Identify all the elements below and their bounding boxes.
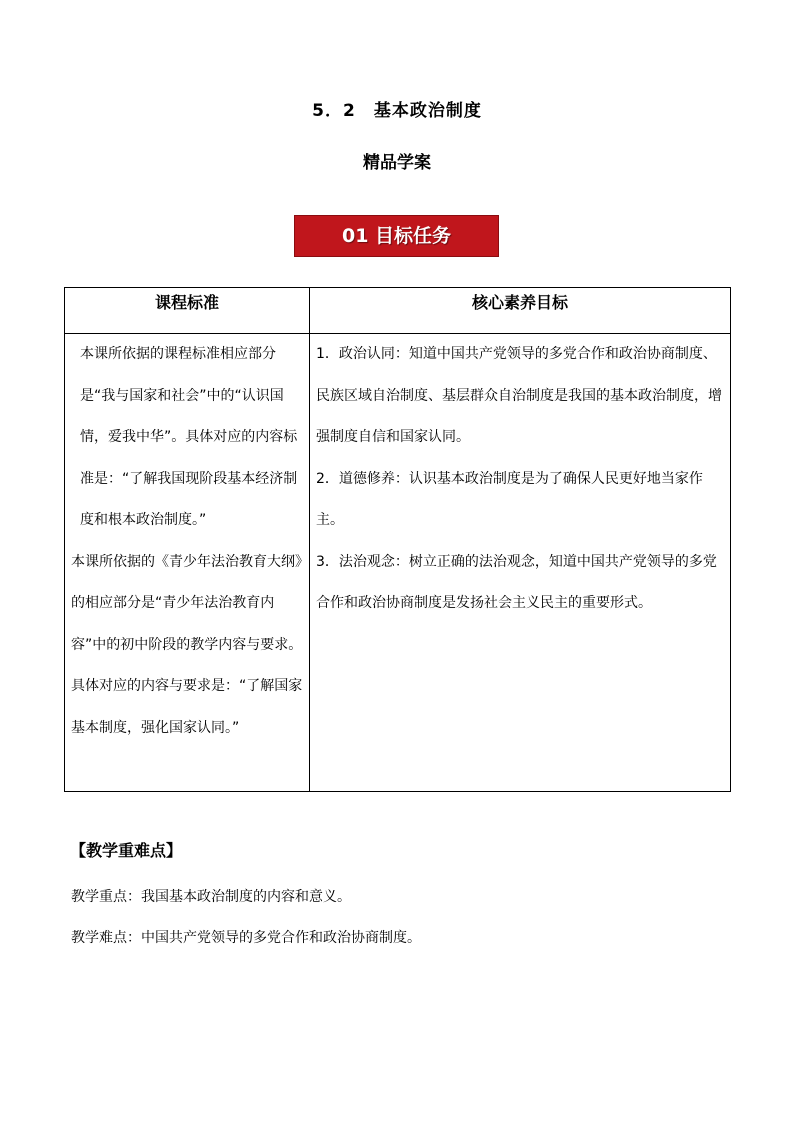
- teaching-focus: 教学重点：我国基本政治制度的内容和意义。: [71, 889, 351, 905]
- section-banner-goals: 01 目标任务: [294, 215, 499, 257]
- goals-table: [64, 287, 731, 792]
- header-core-literacy-goals: 核心素养目标: [310, 288, 731, 334]
- table-row: [65, 334, 731, 792]
- page-subtitle: 精品学案: [363, 153, 431, 173]
- goal-item: 2．道德修养：认识基本政治制度是为了确保人民更好地当家作主。: [316, 470, 703, 528]
- curriculum-paragraph: 本课所依据的《青少年法治教育大纲》的相应部分是“青少年法治教育内容”中的初中阶段的教学内容与要求。具体对应的内容与要求是：“了解国家基本制度，强化国家认同。”: [71, 553, 303, 736]
- page-title: 5．2 基本政治制度: [312, 101, 482, 121]
- curriculum-paragraph: 本课所依据的课程标准相应部分是“我与国家和社会”中的“认识国情，爱我中华”。具体对应的内容标准是：“了解我国现阶段基本经济制度和根本政治制度。”: [80, 346, 298, 528]
- goal-item: 1．政治认同：知道中国共产党领导的多党合作和政治协商制度、民族区域自治制度、基层群众自治制度是我国的基本政治制度，增强制度自信和国家认同。: [316, 346, 722, 445]
- table-header-row: [65, 288, 731, 334]
- core-literacy-cell: [310, 334, 731, 792]
- curriculum-standard-cell: [65, 334, 310, 792]
- key-points-heading: 【教学重难点】: [70, 841, 183, 860]
- goal-item: 3．法治观念：树立正确的法治观念，知道中国共产党领导的多党合作和政治协商制度是发扬社会主义民主的重要形式。: [316, 553, 717, 611]
- header-curriculum-standard: 课程标准: [65, 288, 310, 334]
- teaching-difficulty: 教学难点：中国共产党领导的多党合作和政治协商制度。: [71, 930, 421, 946]
